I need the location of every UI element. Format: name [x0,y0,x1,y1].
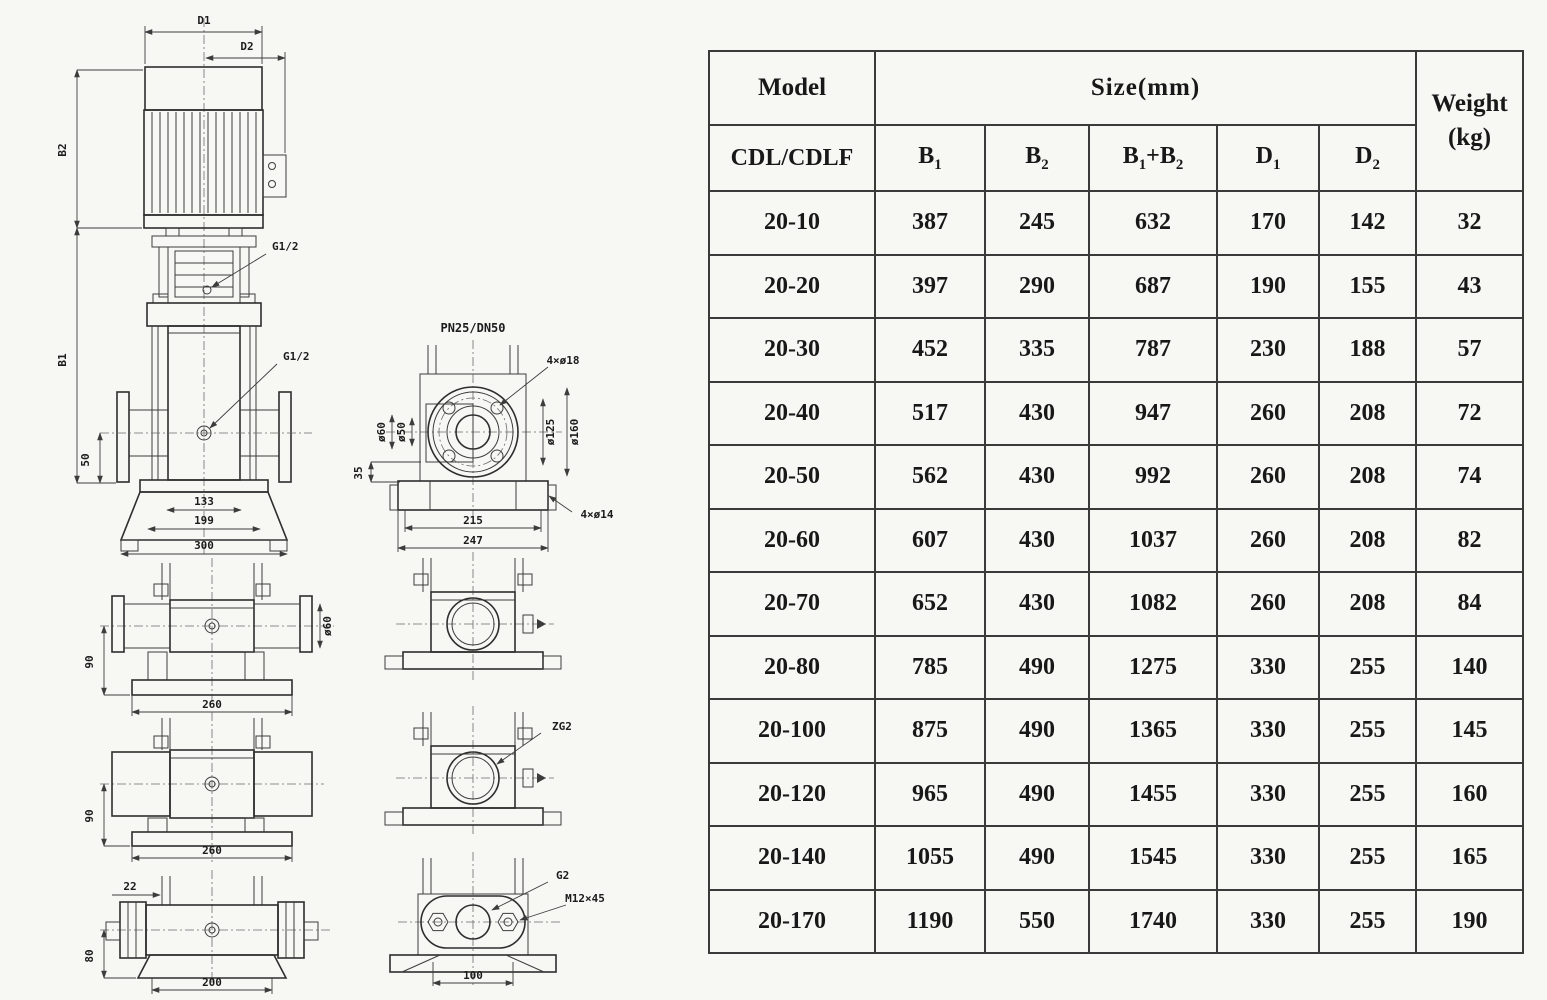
dimension-300 [121,539,287,554]
table-cell: 787 [1089,318,1217,382]
table-cell: 155 [1319,255,1416,319]
dim-label-d2: D2 [240,40,254,53]
dim-label-260-b: 260 [202,844,222,857]
side-view-middle [83,712,324,862]
dim-label-300: 300 [194,539,214,552]
table-cell: 1545 [1089,826,1217,890]
dim-label-200: 200 [202,976,222,989]
table-cell: 20-40 [709,382,875,446]
callout-4xd18 [500,354,580,405]
table-cell: 1455 [1089,763,1217,827]
front-elevation-view [56,14,312,556]
dimension-table [708,50,1524,954]
callout-label-g2: G2 [556,869,570,882]
table-cell: 160 [1416,763,1523,827]
table-cell: 687 [1089,255,1217,319]
table-row [709,191,1523,255]
table-cell: 260 [1217,509,1319,573]
table-row [709,445,1523,509]
table-cell: 57 [1416,318,1523,382]
dimension-199 [148,514,260,529]
col-header-d1: $D_1$ [1217,125,1319,191]
dimension-215 [405,510,541,532]
table-cell: 208 [1319,382,1416,446]
callout-label-g12-mid: G1/2 [283,350,310,363]
table-cell: 875 [875,699,985,763]
table-cell: 330 [1217,890,1319,954]
table-cell: 1190 [875,890,985,954]
callout-label-zg2: ZG2 [552,720,572,733]
table-cell: 607 [875,509,985,573]
table-cell: 82 [1416,509,1523,573]
table-cell: 430 [985,572,1089,636]
dim-label-d1: D1 [197,14,211,27]
table-cell: 947 [1089,382,1217,446]
table-cell: 652 [875,572,985,636]
port-view-top [385,552,561,680]
table-row [709,382,1523,446]
dim-label-90-a: 90 [83,655,96,669]
table-cell: 517 [875,382,985,446]
dimension-b1 [56,228,116,483]
table-cell: 260 [1217,445,1319,509]
table-cell: 1037 [1089,509,1217,573]
callout-g12-mid [210,350,310,428]
table-cell: 1082 [1089,572,1217,636]
table-cell: 550 [985,890,1089,954]
table-cell: 430 [985,382,1089,446]
table-cell: 20-70 [709,572,875,636]
table-row [709,890,1523,954]
port-view-middle [385,706,572,836]
table-cell: 490 [985,699,1089,763]
table-row [709,572,1523,636]
table-cell: 188 [1319,318,1416,382]
weight-label-line1: Weight [1431,90,1508,118]
table-cell: 140 [1416,636,1523,700]
pump-technical-drawing [0,0,695,1000]
table-cell: 260 [1217,572,1319,636]
callout-m12x45 [520,892,605,920]
dim-label-dia50: ø50 [395,422,408,442]
table-cell: 20-20 [709,255,875,319]
dim-label-dia125: ø125 [544,418,557,446]
dimension-b2 [56,70,143,228]
spec-table [708,50,1524,954]
col-header-size-group: Size(mm) [875,51,1416,125]
table-cell: 20-140 [709,826,875,890]
junction-box [263,155,286,197]
table-cell: 490 [985,763,1089,827]
table-cell: 330 [1217,763,1319,827]
dimension-dia125 [543,399,557,465]
table-row [709,699,1523,763]
table-cell: 43 [1416,255,1523,319]
side-view-top [83,558,334,716]
dim-label-dia60-side: ø60 [321,616,334,636]
table-cell: 20-50 [709,445,875,509]
table-cell: 145 [1416,699,1523,763]
table-cell: 290 [985,255,1089,319]
table-cell: 255 [1319,636,1416,700]
table-row [709,636,1523,700]
col-header-b2: $B_2$ [985,125,1089,191]
callout-label-4xd18: 4×ø18 [546,354,580,367]
table-cell: 330 [1217,636,1319,700]
table-cell: 965 [875,763,985,827]
dim-label-22: 22 [123,880,137,893]
weight-label-line2: (kg) [1447,124,1492,151]
table-cell: 562 [875,445,985,509]
table-cell: 20-120 [709,763,875,827]
dim-label-dia60: ø60 [375,422,388,442]
table-cell: 74 [1416,445,1523,509]
callout-g2 [492,869,569,910]
dim-label-100: 100 [463,969,483,982]
table-cell: 330 [1217,699,1319,763]
dimension-35 [352,462,421,482]
dimension-d1 [145,14,262,64]
dim-label-b2: B2 [56,143,69,157]
col-header-model: Model [709,51,875,125]
dim-label-dia160: ø160 [568,418,581,446]
table-cell: 190 [1416,890,1523,954]
table-cell: 430 [985,445,1089,509]
dim-label-199: 199 [194,514,214,527]
table-cell: 20-60 [709,509,875,573]
bottom-view-left [83,870,330,994]
dim-label-260-a: 260 [202,698,222,711]
dim-label-247: 247 [463,534,483,547]
dimension-d2 [206,40,285,153]
table-cell: 230 [1217,318,1319,382]
dimension-dia160 [567,388,581,476]
col-header-weight [1416,51,1523,191]
col-header-d2: $D_2$ [1319,125,1416,191]
table-cell: 142 [1319,191,1416,255]
table-row [709,255,1523,319]
table-cell: 165 [1416,826,1523,890]
table-cell: 387 [875,191,985,255]
table-cell: 490 [985,826,1089,890]
dim-label-80: 80 [83,949,96,963]
table-cell: 245 [985,191,1089,255]
table-cell: 490 [985,636,1089,700]
table-row [709,509,1523,573]
table-cell: 260 [1217,382,1319,446]
table-cell: 1055 [875,826,985,890]
dimension-50 [79,433,100,483]
col-header-b1: $B_1$ [875,125,985,191]
table-cell: 20-30 [709,318,875,382]
table-cell: 992 [1089,445,1217,509]
table-cell: 255 [1319,826,1416,890]
table-cell: 170 [1217,191,1319,255]
table-row [709,826,1523,890]
dim-label-90-b: 90 [83,809,96,823]
table-cell: 208 [1319,509,1416,573]
dimension-dia60-side [320,604,334,648]
col-header-b1b2: $B_1+B_2$ [1089,125,1217,191]
table-cell: 20-80 [709,636,875,700]
dimension-133 [167,495,241,510]
table-cell: 190 [1217,255,1319,319]
dim-label-133: 133 [194,495,214,508]
table-cell: 208 [1319,445,1416,509]
table-cell: 330 [1217,826,1319,890]
table-cell: 255 [1319,890,1416,954]
table-cell: 397 [875,255,985,319]
table-cell: 20-10 [709,191,875,255]
dim-label-b1: B1 [56,353,69,367]
dim-label-50: 50 [79,453,92,467]
table-cell: 1365 [1089,699,1217,763]
callout-4xd14 [549,496,614,521]
table-cell: 430 [985,509,1089,573]
table-cell: 72 [1416,382,1523,446]
flange-top-view [352,321,614,552]
table-cell: 335 [985,318,1089,382]
table-row [709,318,1523,382]
table-cell: 632 [1089,191,1217,255]
table-cell: 32 [1416,191,1523,255]
table-cell: 20-170 [709,890,875,954]
oval-flange-view [390,852,605,988]
callout-zg2 [497,720,572,764]
flange-title: PN25/DN50 [440,321,506,335]
table-cell: 255 [1319,699,1416,763]
dimension-22 [112,880,160,895]
callout-label-m12x45: M12×45 [565,892,605,905]
table-cell: 255 [1319,763,1416,827]
callout-label-4xd14: 4×ø14 [580,508,614,521]
dim-label-35: 35 [352,466,365,480]
table-cell: 1275 [1089,636,1217,700]
table-row [709,763,1523,827]
table-cell: 208 [1319,572,1416,636]
dimension-90-b [83,784,130,846]
dimension-100 [433,962,513,986]
callout-label-g12-top: G1/2 [272,240,299,253]
dim-label-215: 215 [463,514,483,527]
table-cell: 84 [1416,572,1523,636]
table-cell: 452 [875,318,985,382]
col-header-model-series: CDL/CDLF [709,125,875,191]
dimension-90-a [83,626,130,695]
table-cell: 20-100 [709,699,875,763]
table-cell: 1740 [1089,890,1217,954]
table-cell: 785 [875,636,985,700]
